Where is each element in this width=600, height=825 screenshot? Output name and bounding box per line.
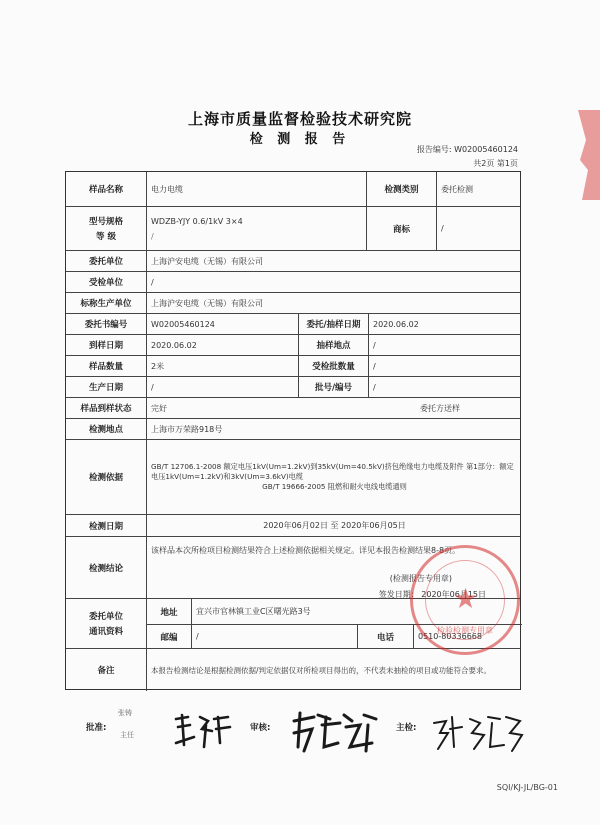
remarks-value: 本报告检测结论是根据检测依据/判定依据仅对所检项目得出的，不代表未抽检的项目或功能符合要求。 [146, 649, 522, 691]
approve-name: 张铸 [118, 709, 132, 717]
test-category-value: 委托检测 [436, 172, 522, 206]
entrust-date-label: 委托/抽样日期 [298, 314, 368, 334]
arrival-date-label: 到样日期 [88, 341, 123, 351]
row-sample-name [66, 172, 520, 206]
production-date-value: / [146, 377, 298, 397]
document-title: 检 测 报 告 [249, 132, 351, 147]
sampling-place-value: / [368, 335, 522, 355]
main-inspector-signature [430, 707, 526, 757]
client-label: 委托单位 [88, 257, 123, 267]
test-date-label: 检测日期 [88, 521, 123, 532]
location-value: 上海市万荣路918号 [146, 419, 522, 439]
institute-name: 上海市质量监督检验技术研究院 [187, 110, 412, 128]
row-quantity [66, 355, 520, 376]
grade-value: / [151, 231, 154, 241]
row-production [66, 376, 520, 397]
arrival-date-value: 2020.06.02 [146, 335, 298, 355]
delivery-value: 委托方送样 [420, 403, 460, 413]
approve-label: 批准: [86, 723, 107, 733]
row-inspected [66, 271, 520, 292]
entrust-date-value: 2020.06.02 [368, 314, 522, 334]
seal-text: 检验检测专用章 [437, 626, 493, 635]
form-number: SQI/KJ-JL/BG-01 [496, 783, 558, 792]
model-spec: WDZB-YJY 0.6/1kV 3×4 [151, 216, 243, 226]
batch-no-label: 批号/编号 [298, 377, 368, 397]
production-date-label: 生产日期 [88, 383, 123, 393]
review-label: 审核: [250, 723, 271, 733]
batch-qty-value: / [368, 356, 522, 376]
client-value: 上海沪安电缆（无锡）有限公司 [146, 251, 522, 271]
model-label-line2: 等 级 [96, 232, 116, 242]
address-value: 宜兴市官林镇工业C区曙光路3号 [191, 599, 522, 624]
location-label: 检测地点 [88, 425, 123, 435]
client-info-label [66, 599, 146, 648]
approve-title: 主任 [120, 731, 134, 739]
agreement-no-label: 委托书编号 [84, 320, 128, 330]
issue-date: 签发日期： 2020年06月15日 [378, 590, 486, 598]
row-agreement [66, 313, 520, 334]
batch-no-value: / [368, 377, 522, 397]
row-location [66, 418, 520, 439]
postcode-label: 邮编 [160, 632, 178, 643]
basis-label: 检测依据 [88, 473, 123, 483]
agreement-no-value: W02005460124 [146, 314, 298, 334]
postcode-value: / [191, 624, 357, 648]
model-label [66, 207, 146, 250]
row-client [66, 250, 520, 271]
conclusion-seal-text: (检测报告专用章) [389, 574, 452, 583]
row-model [66, 206, 520, 250]
trademark-label: 商标 [366, 207, 436, 250]
condition-label: 样品到样状态 [80, 404, 132, 414]
marked-producer-label: 标称生产单位 [80, 299, 132, 309]
client-info-label-line1: 委托单位 [88, 612, 123, 622]
test-date-value: 2020年06月02日 至 2020年06月05日 [146, 515, 522, 536]
row-remarks [66, 648, 520, 691]
client-info-label-line2: 通讯资料 [88, 627, 123, 637]
marked-producer-value: 上海沪安电缆（无锡）有限公司 [146, 293, 522, 313]
address-label: 地址 [160, 607, 178, 618]
seal-star-icon: ★ [453, 582, 479, 615]
basis-standard-1: GB/T 12706.1-2008 额定电压1kV(Um=1.2kV)到35kV(Um=40.5kV)挤包绝缘电力电缆及附件 第1部分：额定电压1kV(Um=1.2kV)和3kV(Um=3.6kV)电缆 [151, 462, 514, 481]
row-arrival [66, 334, 520, 355]
phone-label: 电话 [357, 624, 413, 648]
approve-signature [172, 707, 232, 757]
sampling-place-label: 抽样地点 [298, 335, 368, 355]
report-number: 报告编号: W02005460124 [416, 145, 518, 154]
row-marked-producer [66, 292, 520, 313]
basis-value [146, 440, 522, 514]
test-category-label: 检测类别 [366, 172, 436, 206]
condition-value: 完好 [146, 398, 416, 418]
row-condition [66, 397, 520, 418]
inspected-label: 受检单位 [88, 278, 123, 288]
page-info: 共2页 第1页 [473, 159, 518, 168]
trademark-value: / [436, 207, 522, 250]
inspection-seal [410, 545, 520, 655]
quantity-label: 样品数量 [88, 362, 123, 372]
row-test-date [66, 514, 520, 536]
batch-qty-label: 受检批数量 [298, 356, 368, 376]
sample-name-label: 样品名称 [88, 185, 123, 195]
model-label-line1: 型号规格 [88, 217, 123, 227]
model-value [146, 207, 366, 250]
conclusion-label: 检测结论 [88, 563, 123, 574]
review-signature [290, 707, 380, 757]
remarks-label: 备注 [97, 666, 115, 676]
basis-standard-2: GB/T 19666-2005 阻燃和耐火电线电缆通则 [262, 482, 407, 491]
inspected-value: / [146, 272, 522, 292]
conclusion-text: 该样品本次所检项目检测结果符合上述检测依据相关规定。详见本报告检测结果8-8页。 [151, 546, 461, 555]
quantity-value: 2米 [146, 356, 298, 376]
main-inspector-label: 主检: [396, 723, 417, 733]
row-basis [66, 439, 520, 514]
sample-name-value: 电力电缆 [146, 172, 436, 206]
phone-value: 0510-80336668 [413, 624, 522, 648]
